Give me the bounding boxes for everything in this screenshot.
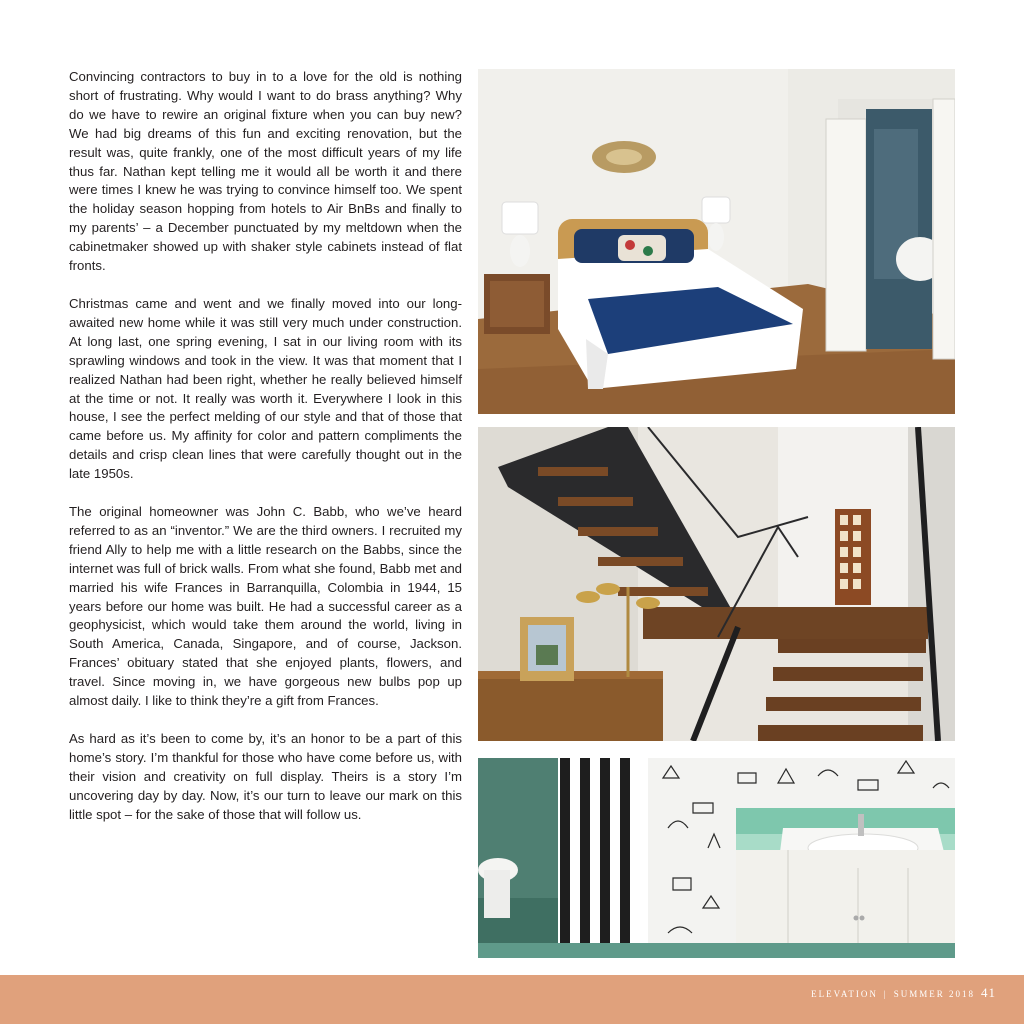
paragraph-1: Convincing contractors to buy in to a love for the old is nothing short of frustrating. Why would I want to do brass anything? Why do we have to rewire an original fixture when you can buy new? We had big dreams of this fun and exciting renovation, but the result was, quite frankly, one of the most difficult years of my life thus far. Nathan kept telling me it would all be worth it and there were times I knew he was trying to convince himself too. We spent the holiday season hopping from hotels to Air BnBs and finally to my parents’ – a December punctuated by my meltdown when the cabinetmaker showed up with shaker style cabinets instead of flat fronts. [69, 69, 462, 274]
bathroom-photo [478, 758, 955, 958]
issue-label: SUMMER 2018 [893, 989, 975, 999]
bedroom-photo [478, 69, 955, 414]
footer-credit [811, 985, 996, 1001]
footer-separator: | [883, 989, 888, 999]
paragraph-2: Christmas came and went and we finally moved into our long-awaited new home while it was still very much under construction. At long last, one spring evening, I sat in our living room with its sprawling windows and took in the view. It was that moment that I realized Nathan had been right, whether he really believed himself at the time or not. It really was worth it. Everywhere I look in this house, I see the perfect melding of our style and that of those that came before us. My affinity for color and pattern compliments the details and crisp clean lines that were carefully thought out in the late 1950s. [69, 295, 462, 482]
magazine-name: ELEVATION [811, 989, 878, 999]
staircase-photo [478, 427, 955, 741]
page-number: 41 [981, 985, 996, 1000]
article-text [69, 68, 462, 844]
paragraph-3: The original homeowner was John C. Babb, who we’ve heard referred to as an “inventor.” We are the third owners. I recruited my friend Ally to help me with a little research on the Babbs, since the internet was full of brick walls. From what she found, Babb met and married his wife Frances in Barranquilla, Colombia in 1944, 15 years before our home was built. He had a successful career as a geophysicist, which would take them around the world, living in South America, Canada, Singapore, and of course, Jackson. Frances’ obituary stated that she enjoyed plants, flowers, and travel. Since moving in, we have gorgeous new bulbs pop up almost daily. I like to think they’re a gift from Frances. [69, 504, 462, 709]
paragraph-4: As hard as it’s been to come by, it’s an honor to be a part of this home’s story. I’m thankful for those who have come before us, with their vision and creativity on full display. Theirs is a story I’m uncovering day by day. Now, it’s our turn to leave our mark on this little spot – for the sake of those that will follow us. [69, 731, 462, 822]
footer-band [0, 975, 1024, 1024]
